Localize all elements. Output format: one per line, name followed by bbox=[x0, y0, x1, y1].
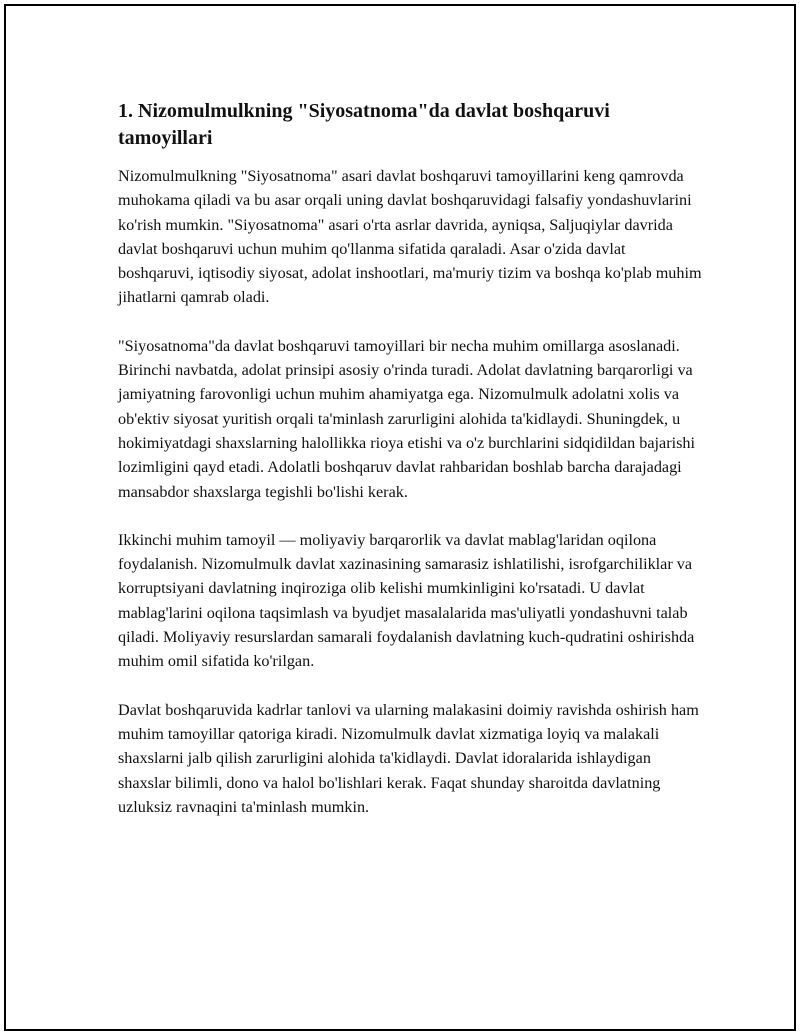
paragraph-1: Nizomulmulkning "Siyosatnoma" asari davlat boshqaruvi tamoyillarini keng qamrovda muhokama qiladi va bu asar orqali uning davlat boshqaruvidagi falsafiy yondashuvlarini ko'rish mumkin. "Siyosatnoma" asari o'rta asrlar davrida, ayniqsa, Saljuqiylar davrida davlat boshqaruvi uchun muhim qo'llanma sifatida qaraladi. Asar o'zida davlat boshqaruvi, iqtisodiy siyosat, adolat inshootlari, ma'muriy tizim va boshqa ko'plab muhim jihatlarni qamrab oladi. bbox=[118, 167, 702, 307]
paragraph-3: Ikkinchi muhim tamoyil — moliyaviy barqarorlik va davlat mablag'laridan oqilona foydalanish. Nizomulmulk davlat xazinasining samarasiz ishlatilishi, isrofgarchiliklar va korruptsiyani davlatning inqiroziga olib kelishi mumkinligini ko'rsatadi. U davlat mablag'larini oqilona taqsimlash va byudjet masalalarida mas'uliyatli yondashuvni talab qiladi. Moliyaviy resurslardan samarali foydalanish davlatning kuch-qudratini oshirishda muhim omil sifatida ko'rilgan. bbox=[118, 530, 695, 671]
section-heading: 1. Nizomulmulkning "Siyosatnoma"da davlat boshqaruvi tamoyillari bbox=[118, 100, 610, 149]
page-frame bbox=[4, 4, 796, 1031]
paragraph-4: Davlat boshqaruvida kadrlar tanlovi va ularning malakasini doimiy ravishda oshirish ham muhim tamoyillar qatoriga kiradi. Nizomulmulk davlat xizmatiga loyiq va malakali shaxslarni jalb qilish zarurligini alohida ta'kidlaydi. Davlat idoralarida ishlaydigan shaxslar bilimli, dono va halol bo'lishlari kerak. Faqat shunday sharoitda davlatning uzluksiz ravnaqini ta'minlash mumkin. bbox=[118, 700, 699, 816]
paragraph-2: "Siyosatnoma"da davlat boshqaruvi tamoyillari bir necha muhim omillarga asoslanadi. Birinchi navbatda, adolat prinsipi asosiy o'rinda turadi. Adolat davlatning barqarorligi va jamiyatning farovonligi uchun muhim ahamiyatga ega. Nizomulmulk adolatni xolis va ob'ektiv siyosat yuritish orqali ta'minlash zarurligini alohida ta'kidlaydi. Shuningdek, u hokimiyatdagi shaxslarning halollikka rioya etishi va o'z burchlarini sidqidildan bajarishi lozimligini qayd etadi. Adolatli boshqaruv davlat rahbaridan boshlab barcha darajadagi mansabdor shaxslarga tegishli bo'lishi kerak. bbox=[118, 336, 695, 501]
document-body bbox=[118, 98, 702, 843]
